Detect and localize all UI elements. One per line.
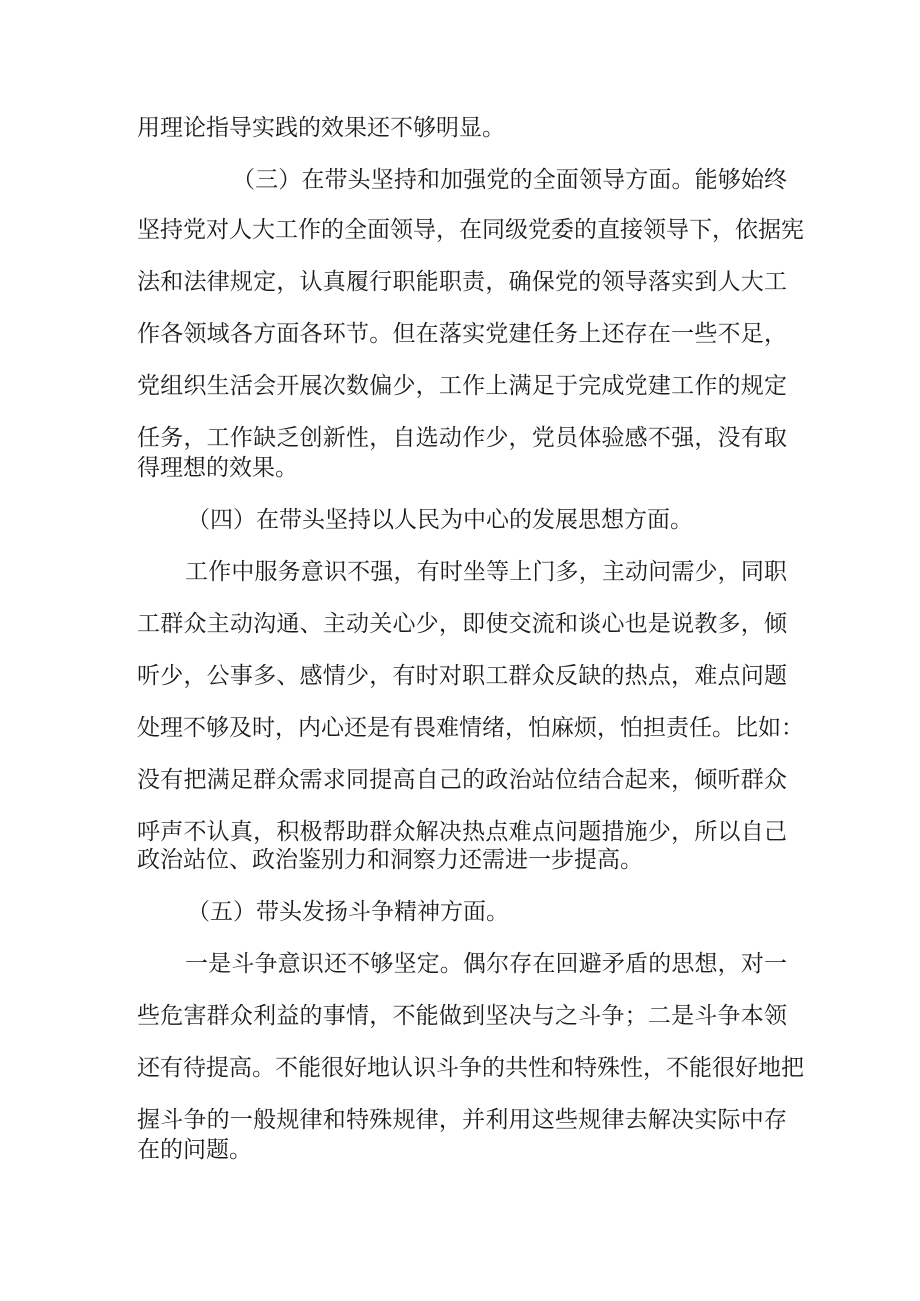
paragraph-line: 坚持党对人大工作的全面领导，在同级党委的直接领导下，依据宪 xyxy=(137,217,804,243)
paragraph-line: 得理想的效果。 xyxy=(137,455,298,481)
section-heading-3: （三）在带头坚持和加强党的全面领导方面。能够始终 xyxy=(232,167,787,193)
paragraph-line: 呼声不认真，积极帮助群众解决热点难点问题措施少，所以自己 xyxy=(137,819,787,845)
paragraph-line: 还有待提高。不能很好地认识斗争的共性和特殊性，不能很好地把 xyxy=(137,1055,804,1081)
paragraph-line: 法和法律规定，认真履行职能职责，确保党的领导落实到人大工 xyxy=(137,269,787,295)
paragraph-line: 握斗争的一般规律和特殊规律，并利用这些规律去解决实际中存 xyxy=(137,1107,787,1133)
paragraph-line: 党组织生活会开展次数偏少，工作上满足于完成党建工作的规定 xyxy=(137,373,787,399)
paragraph-line: 些危害群众利益的事情，不能做到坚决与之斗争；二是斗争本领 xyxy=(137,1003,787,1029)
paragraph-line: 没有把满足群众需求同提高自己的政治站位结合起来，倾听群众 xyxy=(137,767,787,793)
paragraph-line: 一是斗争意识还不够坚定。偶尔存在回避矛盾的思想，对一 xyxy=(185,951,787,977)
paragraph-line: 政治站位、政治鉴别力和洞察力还需进一步提高。 xyxy=(137,847,643,873)
section-heading-4: （四）在带头坚持以人民为中心的发展思想方面。 xyxy=(187,507,693,533)
paragraph-line: 工作中服务意识不强，有时坐等上门多，主动问需少，同职 xyxy=(185,559,787,585)
paragraph-line: 作各领域各方面各环节。但在落实党建任务上还存在一些不足， xyxy=(137,321,787,347)
paragraph-line: 用理论指导实践的效果还不够明显。 xyxy=(137,115,505,141)
paragraph-line: 听少，公事多、感情少，有时对职工群众反缺的热点，难点问题 xyxy=(137,663,787,689)
paragraph-line: 处理不够及时，内心还是有畏难情绪，怕麻烦，怕担责任。比如： xyxy=(137,715,804,741)
section-heading-5: （五）带头发扬斗争精神方面。 xyxy=(187,899,509,925)
paragraph-line: 任务，工作缺乏创新性，自选动作少，党员体验感不强，没有取 xyxy=(137,425,787,451)
paragraph-line: 在的问题。 xyxy=(137,1137,252,1163)
paragraph-line: 工群众主动沟通、主动关心少，即使交流和谈心也是说教多，倾 xyxy=(137,611,787,637)
